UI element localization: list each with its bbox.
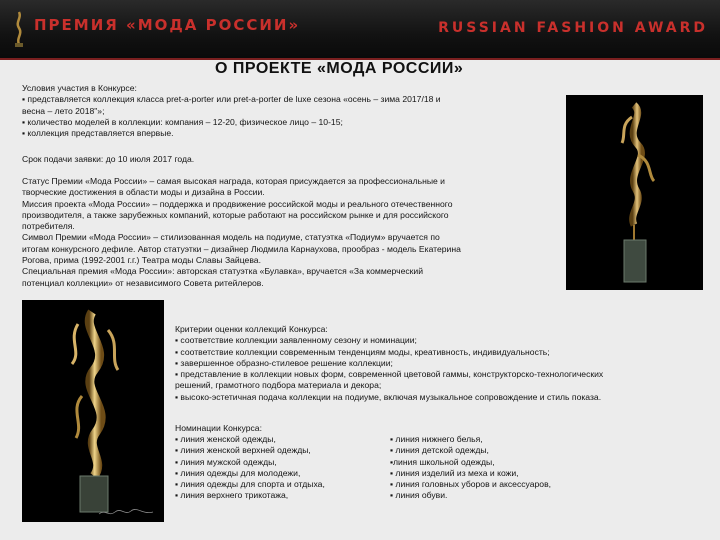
nomination-item: ▪ линия обуви. [390, 490, 448, 501]
statuette-podium-icon [566, 95, 703, 290]
conditions-line: весна – лето 2018"»; [22, 105, 105, 116]
nomination-item: ▪ линия головных уборов и аксессуаров, [390, 479, 552, 490]
nomination-item: ▪ линия женской верхней одежды, [175, 445, 311, 456]
about-block [22, 176, 550, 289]
criteria-line: ▪ завершенное образно-стилевое решение коллекции; [175, 357, 393, 368]
conditions-line: ▪ количество моделей в коллекции: компания – 12-20, физическое лицо – 10-15; [22, 116, 343, 127]
nomination-item: ▪ линия нижнего белья, [390, 434, 483, 444]
about-line: Рогова, прима (1992-2001 г.г.) Театра моды Славы Зайцева. [22, 255, 261, 266]
statuette-pin-icon [22, 300, 164, 522]
about-line: производителя, а также зарубежных компаний, которые работают на российском рынке и для российского [22, 209, 449, 220]
nominations-left-list [175, 434, 385, 502]
criteria-line: ▪ соответствие коллекции современным тенденциям моды, креативность, индивидуальность; [175, 346, 550, 357]
criteria-line: ▪ высоко-эстетичная подача коллекции на подиуме, включая музыкальное сопровождение и стиль показа. [175, 391, 602, 402]
about-line: Миссия проекта «Мода России» – поддержка и продвижение российской моды и реального отечественного [22, 198, 453, 209]
about-line: Статус Премии «Мода России» – самая высокая награда, которая присуждается за профессиональные и [22, 176, 445, 186]
nomination-item: ▪ линия одежды для молодежи, [175, 467, 301, 478]
page-title: О ПРОЕКТЕ «МОДА РОССИИ» [215, 60, 464, 77]
deadline-text: Срок подачи заявки: до 10 июля 2017 года. [22, 154, 195, 164]
nomination-item: ▪ линия детской одежды, [390, 445, 489, 456]
about-line: творческие достижения в области моды и дизайна в России. [22, 187, 265, 198]
header-right-title: RUSSIAN FASHION AWARD [438, 20, 708, 36]
conditions-heading: Условия участия в Конкурсе: [22, 83, 137, 93]
conditions-line: ▪ представляется коллекция класса pret-a-porter или pret-a-porter de luxe сезона «осень – зима 2017/18 и [22, 94, 441, 105]
about-line: потребителя. [22, 221, 75, 232]
header-bar [0, 0, 720, 58]
signature-icon [97, 508, 157, 518]
criteria-heading: Критерии оценки коллекций Конкурса: [175, 324, 328, 334]
nomination-item: ▪ линия верхнего трикотажа, [175, 490, 289, 501]
nomination-item: ▪ линия мужской одежды, [175, 456, 277, 467]
criteria-line: ▪ представление в коллекции новых форм, современной цветовой гаммы, конструкторско-технологических [175, 369, 604, 380]
nominations-heading: Номинации Конкурса: [175, 423, 262, 433]
nomination-item: ▪ линия одежды для спорта и отдыха, [175, 479, 325, 490]
nomination-item: ▪ линия изделий из меха и кожи, [390, 467, 519, 478]
nomination-item: ▪ линия женской одежды, [175, 434, 276, 444]
about-line: итогам конкурсного дефиле. Автор статуэтки – дизайнер Людмила Карнаухова, прообраз - модель Екатерина [22, 243, 461, 254]
conditions-line: ▪ коллекция представляется впервые. [22, 128, 174, 139]
statuette-photo-left [22, 300, 164, 522]
criteria-line: решений, грамотного подбора материала и декора; [175, 380, 382, 391]
about-line: Символ Премии «Мода России» – стилизованная модель на подиуме, статуэтка «Подиум» вручается по [22, 232, 440, 243]
conditions-block [22, 83, 550, 139]
about-line: потенциал коллекции» от независимого Совета ритейлеров. [22, 277, 264, 288]
criteria-line: ▪ соответствие коллекции заявленному сезону и номинации; [175, 335, 417, 346]
statuette-photo-right [566, 95, 703, 290]
nomination-item: ▪линия школьной одежды, [390, 456, 495, 467]
nominations-right-list [390, 434, 600, 502]
header-left-title: ПРЕМИЯ «МОДА РОССИИ» [34, 16, 301, 34]
statuette-logo-icon [10, 10, 28, 48]
about-line: Специальная премия «Мода России»: авторская статуэтка «Булавка», вручается «За коммерческий [22, 266, 424, 277]
criteria-block [175, 324, 695, 403]
